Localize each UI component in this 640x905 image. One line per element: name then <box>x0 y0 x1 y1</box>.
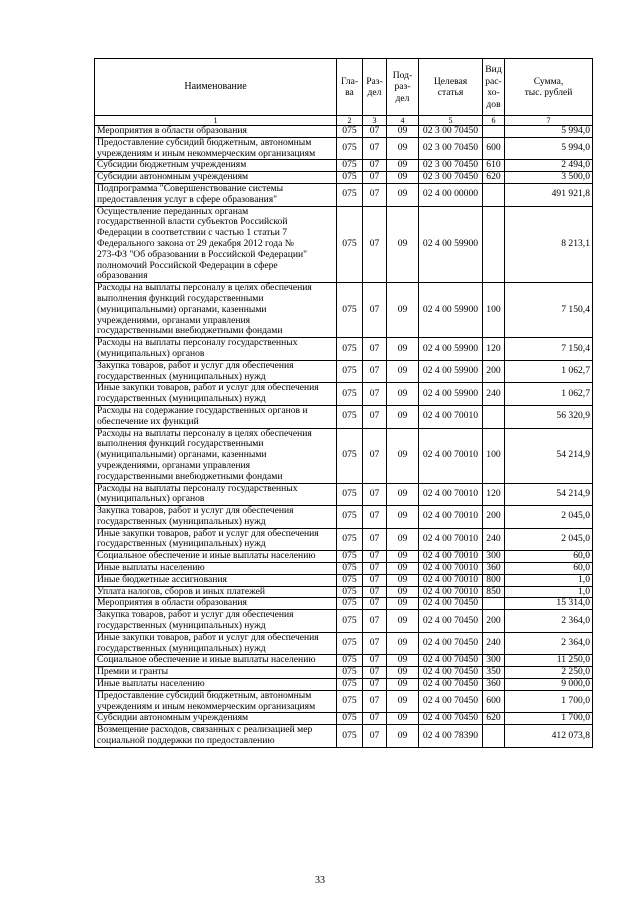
row-chapter: 075 <box>337 126 363 138</box>
row-section: 07 <box>363 586 387 598</box>
row-expense-type: 120 <box>483 338 505 361</box>
row-section: 07 <box>363 598 387 610</box>
row-name: Расходы на выплаты персоналу в целях обеспечения выполнения функций государственными (муниципальными) органами, казенными учреждениями, органами управления государственными внебюджетными фондами <box>95 428 337 483</box>
row-section: 07 <box>363 679 387 691</box>
table-row <box>95 632 593 655</box>
row-name: Иные выплаты населению <box>95 563 337 575</box>
row-amount: 54 214,9 <box>505 483 593 506</box>
row-name: Иные закупки товаров, работ и услуг для обеспечения государственных (муниципальных) нужд <box>95 528 337 551</box>
row-name: Расходы на содержание государственных органов и обеспечение их функций <box>95 405 337 428</box>
row-chapter: 075 <box>337 528 363 551</box>
page-number: 33 <box>315 875 325 886</box>
row-subsection: 09 <box>387 632 419 655</box>
header-section: Раз- дел <box>363 59 387 116</box>
row-target-article: 02 4 00 70450 <box>419 632 483 655</box>
row-expense-type <box>483 405 505 428</box>
row-subsection: 09 <box>387 598 419 610</box>
row-name: Возмещение расходов, связанных с реализацией мер социальной поддержки по предоставлению <box>95 725 337 748</box>
row-name: Иные закупки товаров, работ и услуг для обеспечения государственных (муниципальных) нужд <box>95 383 337 406</box>
row-amount: 1 062,7 <box>505 360 593 383</box>
row-subsection: 09 <box>387 160 419 172</box>
row-expense-type: 240 <box>483 528 505 551</box>
row-expense-type: 240 <box>483 632 505 655</box>
row-subsection: 09 <box>387 725 419 748</box>
row-chapter: 075 <box>337 338 363 361</box>
row-expense-type: 100 <box>483 428 505 483</box>
table-row <box>95 679 593 691</box>
table-row <box>95 690 593 713</box>
row-expense-type <box>483 183 505 206</box>
row-expense-type: 800 <box>483 574 505 586</box>
row-name: Расходы на выплаты персоналу государственных (муниципальных) органов <box>95 483 337 506</box>
row-target-article: 02 4 00 59900 <box>419 283 483 338</box>
row-subsection: 09 <box>387 655 419 667</box>
row-name: Предоставление субсидий бюджетным, автономным учреждениям и иным некоммерческим организациям <box>95 690 337 713</box>
row-amount: 2 364,0 <box>505 632 593 655</box>
table-row <box>95 126 593 138</box>
row-amount: 7 150,4 <box>505 338 593 361</box>
row-chapter: 075 <box>337 574 363 586</box>
row-amount: 60,0 <box>505 551 593 563</box>
table-row <box>95 172 593 184</box>
row-amount: 2 494,0 <box>505 160 593 172</box>
row-section: 07 <box>363 172 387 184</box>
row-amount: 1 700,0 <box>505 713 593 725</box>
header-target-article: Целевая статья <box>419 59 483 116</box>
row-target-article: 02 4 00 70010 <box>419 563 483 575</box>
row-expense-type: 200 <box>483 360 505 383</box>
row-subsection: 09 <box>387 126 419 138</box>
row-subsection: 09 <box>387 586 419 598</box>
row-chapter: 075 <box>337 183 363 206</box>
row-target-article: 02 4 00 70010 <box>419 574 483 586</box>
row-amount: 2 045,0 <box>505 528 593 551</box>
row-target-article: 02 4 00 59900 <box>419 206 483 283</box>
row-amount: 2 364,0 <box>505 610 593 633</box>
row-expense-type: 610 <box>483 160 505 172</box>
row-amount: 1 062,7 <box>505 383 593 406</box>
row-section: 07 <box>363 137 387 160</box>
row-section: 07 <box>363 632 387 655</box>
row-name: Закупка товаров, работ и услуг для обеспечения государственных (муниципальных) нужд <box>95 360 337 383</box>
row-chapter: 075 <box>337 172 363 184</box>
row-expense-type: 300 <box>483 655 505 667</box>
row-target-article: 02 4 00 70450 <box>419 655 483 667</box>
row-target-article: 02 4 00 70010 <box>419 528 483 551</box>
row-expense-type <box>483 725 505 748</box>
row-amount: 8 213,1 <box>505 206 593 283</box>
row-target-article: 02 4 00 70450 <box>419 690 483 713</box>
row-expense-type: 360 <box>483 563 505 575</box>
table-row <box>95 551 593 563</box>
row-name: Иные закупки товаров, работ и услуг для обеспечения государственных (муниципальных) нужд <box>95 632 337 655</box>
row-chapter: 075 <box>337 610 363 633</box>
row-chapter: 075 <box>337 506 363 529</box>
row-target-article: 02 4 00 70450 <box>419 610 483 633</box>
row-chapter: 075 <box>337 206 363 283</box>
row-section: 07 <box>363 338 387 361</box>
row-subsection: 09 <box>387 428 419 483</box>
row-section: 07 <box>363 126 387 138</box>
table-row <box>95 383 593 406</box>
row-name: Мероприятия в области образования <box>95 126 337 138</box>
row-target-article: 02 4 00 70010 <box>419 483 483 506</box>
table-row <box>95 183 593 206</box>
row-chapter: 075 <box>337 283 363 338</box>
table-row <box>95 610 593 633</box>
table-row <box>95 283 593 338</box>
row-section: 07 <box>363 206 387 283</box>
row-target-article: 02 4 00 70010 <box>419 506 483 529</box>
row-amount: 54 214,9 <box>505 428 593 483</box>
table-row <box>95 574 593 586</box>
row-name: Социальное обеспечение и иные выплаты населению <box>95 551 337 563</box>
row-expense-type: 100 <box>483 283 505 338</box>
row-subsection: 09 <box>387 283 419 338</box>
row-chapter: 075 <box>337 360 363 383</box>
row-amount: 7 150,4 <box>505 283 593 338</box>
row-amount: 1,0 <box>505 586 593 598</box>
row-subsection: 09 <box>387 574 419 586</box>
row-target-article: 02 4 00 70010 <box>419 551 483 563</box>
table-row <box>95 713 593 725</box>
row-expense-type: 120 <box>483 483 505 506</box>
row-amount: 3 500,0 <box>505 172 593 184</box>
row-target-article: 02 4 00 70450 <box>419 598 483 610</box>
header-subsection: Под- раз- дел <box>387 59 419 116</box>
table-row <box>95 360 593 383</box>
row-section: 07 <box>363 405 387 428</box>
header-row <box>95 59 593 116</box>
row-name: Субсидии автономным учреждениям <box>95 713 337 725</box>
row-chapter: 075 <box>337 632 363 655</box>
row-amount: 15 314,0 <box>505 598 593 610</box>
row-subsection: 09 <box>387 713 419 725</box>
column-number: 6 <box>483 116 505 126</box>
header-amount: Сумма, тыс. рублей <box>505 59 593 116</box>
table-row <box>95 160 593 172</box>
header-chapter: Гла- ва <box>337 59 363 116</box>
row-target-article: 02 3 00 70450 <box>419 137 483 160</box>
row-amount: 1 700,0 <box>505 690 593 713</box>
row-amount: 491 921,8 <box>505 183 593 206</box>
row-subsection: 09 <box>387 383 419 406</box>
row-expense-type: 200 <box>483 506 505 529</box>
row-name: Субсидии бюджетным учреждениям <box>95 160 337 172</box>
row-subsection: 09 <box>387 690 419 713</box>
row-chapter: 075 <box>337 405 363 428</box>
row-section: 07 <box>363 667 387 679</box>
table-row <box>95 586 593 598</box>
table-row <box>95 483 593 506</box>
row-expense-type <box>483 598 505 610</box>
row-expense-type: 600 <box>483 690 505 713</box>
row-section: 07 <box>363 283 387 338</box>
row-subsection: 09 <box>387 551 419 563</box>
row-chapter: 075 <box>337 586 363 598</box>
row-chapter: 075 <box>337 428 363 483</box>
row-chapter: 075 <box>337 137 363 160</box>
row-name: Закупка товаров, работ и услуг для обеспечения государственных (муниципальных) нужд <box>95 506 337 529</box>
row-chapter: 075 <box>337 483 363 506</box>
row-subsection: 09 <box>387 405 419 428</box>
row-name: Предоставление субсидий бюджетным, автономным учреждениям и иным некоммерческим организациям <box>95 137 337 160</box>
table-body <box>95 126 593 748</box>
row-section: 07 <box>363 551 387 563</box>
row-section: 07 <box>363 563 387 575</box>
row-expense-type: 350 <box>483 667 505 679</box>
table-row <box>95 563 593 575</box>
row-amount: 2 250,0 <box>505 667 593 679</box>
row-section: 07 <box>363 725 387 748</box>
row-section: 07 <box>363 383 387 406</box>
row-expense-type: 240 <box>483 383 505 406</box>
row-section: 07 <box>363 428 387 483</box>
row-subsection: 09 <box>387 206 419 283</box>
row-target-article: 02 3 00 70450 <box>419 126 483 138</box>
table-row <box>95 506 593 529</box>
row-section: 07 <box>363 528 387 551</box>
row-target-article: 02 4 00 70450 <box>419 667 483 679</box>
row-name: Расходы на выплаты персоналу государственных (муниципальных) органов <box>95 338 337 361</box>
row-section: 07 <box>363 655 387 667</box>
row-chapter: 075 <box>337 563 363 575</box>
row-target-article: 02 3 00 70450 <box>419 172 483 184</box>
row-name: Премии и гранты <box>95 667 337 679</box>
row-subsection: 09 <box>387 610 419 633</box>
row-section: 07 <box>363 690 387 713</box>
row-chapter: 075 <box>337 725 363 748</box>
row-subsection: 09 <box>387 338 419 361</box>
budget-table <box>94 58 593 748</box>
row-section: 07 <box>363 483 387 506</box>
row-expense-type: 360 <box>483 679 505 691</box>
row-amount: 412 073,8 <box>505 725 593 748</box>
table-row <box>95 206 593 283</box>
row-chapter: 075 <box>337 551 363 563</box>
row-amount: 1,0 <box>505 574 593 586</box>
row-section: 07 <box>363 160 387 172</box>
row-amount: 60,0 <box>505 563 593 575</box>
row-target-article: 02 4 00 59900 <box>419 383 483 406</box>
row-section: 07 <box>363 506 387 529</box>
row-expense-type <box>483 126 505 138</box>
row-chapter: 075 <box>337 383 363 406</box>
row-name: Иные бюджетные ассигнования <box>95 574 337 586</box>
row-name: Подпрограмма "Совершенствование системы предоставления услуг в сфере образования" <box>95 183 337 206</box>
row-name: Осуществление переданных органам государственной власти субъектов Российской Федерации в соответствии с частью 1 статьи 7 Федерального закона от 29 декабря 2012 года № 273-ФЗ "Об образовании в Российской Федерации" полномочий Российской Федерации в сфере образования <box>95 206 337 283</box>
table-row <box>95 405 593 428</box>
row-target-article: 02 4 00 70010 <box>419 405 483 428</box>
row-amount: 56 320,9 <box>505 405 593 428</box>
row-subsection: 09 <box>387 172 419 184</box>
table-row <box>95 598 593 610</box>
table-row <box>95 725 593 748</box>
row-chapter: 075 <box>337 598 363 610</box>
row-subsection: 09 <box>387 528 419 551</box>
row-amount: 11 250,0 <box>505 655 593 667</box>
table-row <box>95 655 593 667</box>
header-expense-type: Вид рас- хо- дов <box>483 59 505 116</box>
row-name: Расходы на выплаты персоналу в целях обеспечения выполнения функций государственными (муниципальными) органами, казенными учреждениями, органами управления государственными внебюджетными фондами <box>95 283 337 338</box>
column-number: 7 <box>505 116 593 126</box>
row-subsection: 09 <box>387 183 419 206</box>
row-chapter: 075 <box>337 679 363 691</box>
row-amount: 5 994,0 <box>505 126 593 138</box>
column-number: 1 <box>95 116 337 126</box>
row-section: 07 <box>363 360 387 383</box>
row-name: Социальное обеспечение и иные выплаты населению <box>95 655 337 667</box>
column-number-row <box>95 116 593 126</box>
row-target-article: 02 4 00 70010 <box>419 428 483 483</box>
row-section: 07 <box>363 713 387 725</box>
row-expense-type: 200 <box>483 610 505 633</box>
column-number: 3 <box>363 116 387 126</box>
row-name: Уплата налогов, сборов и иных платежей <box>95 586 337 598</box>
row-subsection: 09 <box>387 679 419 691</box>
row-target-article: 02 4 00 78390 <box>419 725 483 748</box>
row-target-article: 02 4 00 70450 <box>419 713 483 725</box>
row-name: Субсидии автономным учреждениям <box>95 172 337 184</box>
row-target-article: 02 4 00 00000 <box>419 183 483 206</box>
row-target-article: 02 4 00 70450 <box>419 679 483 691</box>
row-expense-type: 620 <box>483 172 505 184</box>
row-target-article: 02 3 00 70450 <box>419 160 483 172</box>
row-subsection: 09 <box>387 506 419 529</box>
table-row <box>95 528 593 551</box>
row-subsection: 09 <box>387 360 419 383</box>
row-expense-type: 600 <box>483 137 505 160</box>
row-chapter: 075 <box>337 667 363 679</box>
column-number: 5 <box>419 116 483 126</box>
row-subsection: 09 <box>387 667 419 679</box>
row-subsection: 09 <box>387 563 419 575</box>
row-amount: 2 045,0 <box>505 506 593 529</box>
row-target-article: 02 4 00 59900 <box>419 338 483 361</box>
row-subsection: 09 <box>387 137 419 160</box>
row-target-article: 02 4 00 70010 <box>419 586 483 598</box>
header-name: Наименование <box>95 59 337 116</box>
row-chapter: 075 <box>337 690 363 713</box>
row-chapter: 075 <box>337 655 363 667</box>
row-chapter: 075 <box>337 713 363 725</box>
row-target-article: 02 4 00 59900 <box>419 360 483 383</box>
column-number: 2 <box>337 116 363 126</box>
row-name: Мероприятия в области образования <box>95 598 337 610</box>
column-number: 4 <box>387 116 419 126</box>
row-expense-type <box>483 206 505 283</box>
row-name: Иные выплаты населению <box>95 679 337 691</box>
row-expense-type: 850 <box>483 586 505 598</box>
table-row <box>95 667 593 679</box>
row-amount: 5 994,0 <box>505 137 593 160</box>
table-row <box>95 338 593 361</box>
row-section: 07 <box>363 183 387 206</box>
row-section: 07 <box>363 574 387 586</box>
row-name: Закупка товаров, работ и услуг для обеспечения государственных (муниципальных) нужд <box>95 610 337 633</box>
table-row <box>95 137 593 160</box>
row-expense-type: 620 <box>483 713 505 725</box>
row-subsection: 09 <box>387 483 419 506</box>
row-chapter: 075 <box>337 160 363 172</box>
table-row <box>95 428 593 483</box>
row-amount: 9 000,0 <box>505 679 593 691</box>
row-section: 07 <box>363 610 387 633</box>
row-expense-type: 300 <box>483 551 505 563</box>
